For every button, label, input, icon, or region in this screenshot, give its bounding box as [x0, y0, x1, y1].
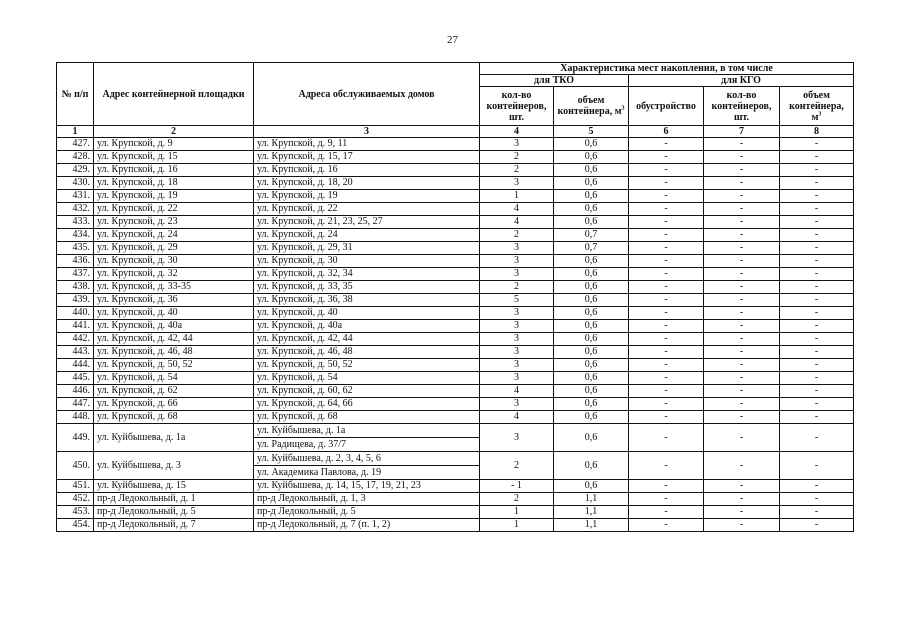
table-row	[57, 398, 854, 411]
served-houses	[254, 452, 480, 480]
table-row	[57, 372, 854, 385]
kgo-count: -	[704, 164, 780, 177]
kgo-count: -	[704, 307, 780, 320]
table-row	[57, 242, 854, 255]
kgo-volume: -	[780, 519, 854, 532]
served-houses: ул. Крупской, д. 32, 34	[254, 268, 480, 281]
site-address: ул. Крупской, д. 18	[94, 177, 254, 190]
setup: -	[629, 281, 704, 294]
table-row	[57, 385, 854, 398]
tko-count: 4	[480, 411, 554, 424]
row-number: 441.	[57, 320, 94, 333]
table-row	[57, 281, 854, 294]
tko-count: 2	[480, 164, 554, 177]
row-number: 450.	[57, 452, 94, 480]
kgo-count: -	[704, 333, 780, 346]
site-address: пр-д Ледокольный, д. 5	[94, 506, 254, 519]
row-number: 429.	[57, 164, 94, 177]
setup: -	[629, 346, 704, 359]
served-houses: ул. Крупской, д. 40	[254, 307, 480, 320]
row-number: 439.	[57, 294, 94, 307]
tko-volume: 0,6	[554, 411, 629, 424]
row-number: 438.	[57, 281, 94, 294]
row-number: 433.	[57, 216, 94, 229]
row-number: 448.	[57, 411, 94, 424]
tko-count: 3	[480, 333, 554, 346]
table-row	[57, 320, 854, 333]
kgo-count: -	[704, 480, 780, 493]
kgo-count: -	[704, 398, 780, 411]
tko-volume: 1,1	[554, 493, 629, 506]
table-row	[57, 190, 854, 203]
served-houses: ул. Крупской, д. 33, 35	[254, 281, 480, 294]
table-row	[57, 164, 854, 177]
site-address: ул. Крупской, д. 23	[94, 216, 254, 229]
row-number: 452.	[57, 493, 94, 506]
setup: -	[629, 398, 704, 411]
setup: -	[629, 151, 704, 164]
kgo-volume: -	[780, 242, 854, 255]
table-row	[57, 138, 854, 151]
table-row	[57, 493, 854, 506]
kgo-count: -	[704, 424, 780, 452]
table-row	[57, 307, 854, 320]
kgo-count: -	[704, 452, 780, 480]
row-number: 430.	[57, 177, 94, 190]
kgo-count: -	[704, 229, 780, 242]
header-kgo-volume: объем контейнера, $м^3$	[780, 87, 854, 126]
setup: -	[629, 307, 704, 320]
site-address: ул. Куйбышева, д. 15	[94, 480, 254, 493]
served-houses: ул. Крупской, д. 22	[254, 203, 480, 216]
table-row	[57, 268, 854, 281]
tko-count: - 1	[480, 480, 554, 493]
header-tko: для ТКО	[480, 75, 629, 87]
setup: -	[629, 216, 704, 229]
served-houses: ул. Крупской, д. 36, 38	[254, 294, 480, 307]
setup: -	[629, 164, 704, 177]
table-row	[57, 151, 854, 164]
kgo-volume: -	[780, 268, 854, 281]
setup: -	[629, 177, 704, 190]
setup: -	[629, 242, 704, 255]
served-house-line: ул. Академика Павлова, д. 19	[254, 465, 479, 479]
tko-volume: 1,1	[554, 506, 629, 519]
row-number: 444.	[57, 359, 94, 372]
header-volume: объем контейнера, $м^3$	[554, 87, 629, 126]
served-house-line: ул. Куйбышева, д. 1а	[257, 425, 346, 436]
kgo-volume: -	[780, 493, 854, 506]
served-houses: ул. Крупской, д. 19	[254, 190, 480, 203]
served-houses: ул. Крупской, д. 24	[254, 229, 480, 242]
tko-volume: 0,6	[554, 372, 629, 385]
kgo-count: -	[704, 268, 780, 281]
setup: -	[629, 424, 704, 452]
kgo-count: -	[704, 203, 780, 216]
row-number: 435.	[57, 242, 94, 255]
tko-volume: 0,6	[554, 138, 629, 151]
kgo-volume: -	[780, 359, 854, 372]
served-houses: ул. Крупской, д. 21, 23, 25, 27	[254, 216, 480, 229]
row-number: 454.	[57, 519, 94, 532]
row-number: 451.	[57, 480, 94, 493]
tko-count: 1	[480, 506, 554, 519]
kgo-count: -	[704, 385, 780, 398]
tko-count: 3	[480, 320, 554, 333]
tko-count: 5	[480, 294, 554, 307]
kgo-count: -	[704, 242, 780, 255]
column-index-cell: 5	[554, 126, 629, 138]
kgo-count: -	[704, 281, 780, 294]
tko-volume: 0,6	[554, 452, 629, 480]
kgo-volume: -	[780, 320, 854, 333]
tko-count: 4	[480, 385, 554, 398]
served-houses	[254, 424, 480, 452]
tko-count: 3	[480, 255, 554, 268]
kgo-volume: -	[780, 372, 854, 385]
site-address: ул. Крупской, д. 42, 44	[94, 333, 254, 346]
kgo-volume: -	[780, 294, 854, 307]
tko-count: 3	[480, 177, 554, 190]
table-row	[57, 359, 854, 372]
kgo-volume: -	[780, 346, 854, 359]
tko-count: 3	[480, 307, 554, 320]
tko-volume: 0,6	[554, 151, 629, 164]
kgo-volume: -	[780, 424, 854, 452]
site-address: ул. Крупской, д. 54	[94, 372, 254, 385]
site-address: ул. Крупской, д. 9	[94, 138, 254, 151]
setup: -	[629, 359, 704, 372]
tko-count: 3	[480, 138, 554, 151]
kgo-count: -	[704, 216, 780, 229]
tko-volume: 0,6	[554, 480, 629, 493]
kgo-count: -	[704, 177, 780, 190]
setup: -	[629, 294, 704, 307]
site-address: ул. Куйбышева, д. 1а	[94, 424, 254, 452]
table-row	[57, 519, 854, 532]
row-number: 431.	[57, 190, 94, 203]
table-row	[57, 203, 854, 216]
setup: -	[629, 385, 704, 398]
header-houses: Адреса обслуживаемых домов	[254, 63, 480, 126]
column-index-cell: 3	[254, 126, 480, 138]
kgo-volume: -	[780, 480, 854, 493]
setup: -	[629, 190, 704, 203]
kgo-volume: -	[780, 216, 854, 229]
column-index-cell: 6	[629, 126, 704, 138]
site-address: пр-д Ледокольный, д. 1	[94, 493, 254, 506]
tko-volume: 0,6	[554, 398, 629, 411]
site-address: ул. Крупской, д. 40	[94, 307, 254, 320]
served-house-line: ул. Куйбышева, д. 2, 3, 4, 5, 6	[257, 453, 381, 464]
tko-volume: 0,6	[554, 307, 629, 320]
column-index-cell: 7	[704, 126, 780, 138]
site-address: ул. Крупской, д. 46, 48	[94, 346, 254, 359]
site-address: ул. Крупской, д. 62	[94, 385, 254, 398]
site-address: ул. Крупской, д. 32	[94, 268, 254, 281]
served-houses: ул. Крупской, д. 29, 31	[254, 242, 480, 255]
column-index-cell: 4	[480, 126, 554, 138]
kgo-volume: -	[780, 177, 854, 190]
tko-volume: 0,6	[554, 203, 629, 216]
served-houses: ул. Крупской, д. 46, 48	[254, 346, 480, 359]
setup: -	[629, 372, 704, 385]
row-number: 432.	[57, 203, 94, 216]
kgo-volume: -	[780, 307, 854, 320]
kgo-volume: -	[780, 138, 854, 151]
kgo-count: -	[704, 151, 780, 164]
site-address: ул. Крупской, д. 66	[94, 398, 254, 411]
tko-count: 3	[480, 268, 554, 281]
table-row	[57, 424, 854, 452]
served-houses: ул. Крупской, д. 15, 17	[254, 151, 480, 164]
kgo-volume: -	[780, 333, 854, 346]
site-address: ул. Крупской, д. 40а	[94, 320, 254, 333]
tko-volume: 0,7	[554, 242, 629, 255]
kgo-volume: -	[780, 411, 854, 424]
row-number: 453.	[57, 506, 94, 519]
setup: -	[629, 452, 704, 480]
kgo-count: -	[704, 493, 780, 506]
setup: -	[629, 268, 704, 281]
tko-count: 3	[480, 372, 554, 385]
header-num: № п/п	[57, 63, 94, 126]
served-houses: пр-д Ледокольный, д. 7 (п. 1, 2)	[254, 519, 480, 532]
header-kgo: для КГО	[629, 75, 854, 87]
page-number: 27	[447, 34, 458, 46]
row-number: 445.	[57, 372, 94, 385]
kgo-volume: -	[780, 281, 854, 294]
header-site: Адрес контейнерной площадки	[94, 63, 254, 126]
site-address: ул. Крупской, д. 24	[94, 229, 254, 242]
served-houses: ул. Крупской, д. 50, 52	[254, 359, 480, 372]
tko-volume: 0,6	[554, 385, 629, 398]
served-houses: ул. Крупской, д. 64, 66	[254, 398, 480, 411]
kgo-volume: -	[780, 255, 854, 268]
served-houses: ул. Крупской, д. 16	[254, 164, 480, 177]
kgo-count: -	[704, 411, 780, 424]
served-houses: ул. Куйбышева, д. 14, 15, 17, 19, 21, 23	[254, 480, 480, 493]
row-number: 443.	[57, 346, 94, 359]
kgo-count: -	[704, 506, 780, 519]
tko-count: 4	[480, 216, 554, 229]
tko-count: 2	[480, 229, 554, 242]
served-houses: ул. Крупской, д. 40а	[254, 320, 480, 333]
tko-volume: 0,6	[554, 281, 629, 294]
row-number: 436.	[57, 255, 94, 268]
served-houses: ул. Крупской, д. 30	[254, 255, 480, 268]
row-number: 437.	[57, 268, 94, 281]
row-number: 440.	[57, 307, 94, 320]
kgo-count: -	[704, 519, 780, 532]
table-row	[57, 255, 854, 268]
tko-count: 1	[480, 190, 554, 203]
kgo-volume: -	[780, 506, 854, 519]
container-sites-table	[56, 62, 854, 532]
tko-volume: 0,6	[554, 164, 629, 177]
table-row	[57, 480, 854, 493]
setup: -	[629, 506, 704, 519]
tko-count: 4	[480, 203, 554, 216]
tko-count: 3	[480, 346, 554, 359]
row-number: 442.	[57, 333, 94, 346]
tko-count: 3	[480, 398, 554, 411]
tko-volume: 0,6	[554, 177, 629, 190]
row-number: 428.	[57, 151, 94, 164]
table-row	[57, 346, 854, 359]
column-index-cell: 1	[57, 126, 94, 138]
kgo-volume: -	[780, 164, 854, 177]
site-address: ул. Крупской, д. 16	[94, 164, 254, 177]
table-row	[57, 216, 854, 229]
setup: -	[629, 203, 704, 216]
site-address: ул. Крупской, д. 36	[94, 294, 254, 307]
kgo-count: -	[704, 346, 780, 359]
tko-volume: 0,6	[554, 320, 629, 333]
served-houses: ул. Крупской, д. 18, 20	[254, 177, 480, 190]
site-address: ул. Крупской, д. 15	[94, 151, 254, 164]
tko-count: 2	[480, 151, 554, 164]
kgo-volume: -	[780, 452, 854, 480]
kgo-count: -	[704, 372, 780, 385]
header-count: кол-во контейнеров, шт.	[480, 87, 554, 126]
tko-volume: 0,6	[554, 346, 629, 359]
setup: -	[629, 255, 704, 268]
header-group-title: Характеристика мест накопления, в том числе	[480, 63, 854, 75]
served-houses: пр-д Ледокольный, д. 1, 3	[254, 493, 480, 506]
tko-volume: 0,6	[554, 255, 629, 268]
row-number: 434.	[57, 229, 94, 242]
setup: -	[629, 493, 704, 506]
served-houses: ул. Крупской, д. 42, 44	[254, 333, 480, 346]
setup: -	[629, 519, 704, 532]
kgo-count: -	[704, 255, 780, 268]
column-index-cell: 8	[780, 126, 854, 138]
served-houses: ул. Крупской, д. 68	[254, 411, 480, 424]
kgo-count: -	[704, 138, 780, 151]
tko-count: 1	[480, 519, 554, 532]
site-address: ул. Крупской, д. 19	[94, 190, 254, 203]
site-address: ул. Крупской, д. 68	[94, 411, 254, 424]
tko-volume: 0,6	[554, 359, 629, 372]
tko-volume: 0,6	[554, 216, 629, 229]
table-row	[57, 229, 854, 242]
tko-volume: 0,6	[554, 190, 629, 203]
site-address: ул. Крупской, д. 22	[94, 203, 254, 216]
setup: -	[629, 138, 704, 151]
kgo-volume: -	[780, 190, 854, 203]
setup: -	[629, 229, 704, 242]
row-number: 449.	[57, 424, 94, 452]
tko-count: 3	[480, 359, 554, 372]
row-number: 446.	[57, 385, 94, 398]
kgo-volume: -	[780, 203, 854, 216]
tko-count: 3	[480, 424, 554, 452]
header-kgo-count: кол-во контейнеров, шт.	[704, 87, 780, 126]
kgo-volume: -	[780, 398, 854, 411]
tko-count: 3	[480, 242, 554, 255]
table-row	[57, 333, 854, 346]
kgo-count: -	[704, 359, 780, 372]
tko-volume: 0,6	[554, 294, 629, 307]
setup: -	[629, 480, 704, 493]
served-houses: ул. Крупской, д. 9, 11	[254, 138, 480, 151]
tko-volume: 0,6	[554, 268, 629, 281]
header-setup: обустройство	[629, 87, 704, 126]
setup: -	[629, 333, 704, 346]
kgo-volume: -	[780, 385, 854, 398]
tko-count: 2	[480, 493, 554, 506]
row-number: 447.	[57, 398, 94, 411]
table-row	[57, 506, 854, 519]
kgo-count: -	[704, 294, 780, 307]
tko-volume: 0,7	[554, 229, 629, 242]
site-address: ул. Крупской, д. 30	[94, 255, 254, 268]
kgo-count: -	[704, 190, 780, 203]
setup: -	[629, 411, 704, 424]
served-houses: ул. Крупской, д. 54	[254, 372, 480, 385]
table-row	[57, 452, 854, 480]
served-houses: пр-д Ледокольный, д. 5	[254, 506, 480, 519]
kgo-volume: -	[780, 151, 854, 164]
column-index-row	[57, 126, 854, 138]
table-row	[57, 411, 854, 424]
tko-volume: 1,1	[554, 519, 629, 532]
setup: -	[629, 320, 704, 333]
tko-volume: 0,6	[554, 333, 629, 346]
table-body	[57, 138, 854, 532]
tko-volume: 0,6	[554, 424, 629, 452]
row-number: 427.	[57, 138, 94, 151]
site-address: ул. Крупской, д. 29	[94, 242, 254, 255]
site-address: пр-д Ледокольный, д. 7	[94, 519, 254, 532]
served-houses: ул. Крупской, д. 60, 62	[254, 385, 480, 398]
column-index-cell: 2	[94, 126, 254, 138]
tko-count: 2	[480, 452, 554, 480]
tko-count: 2	[480, 281, 554, 294]
table-row	[57, 294, 854, 307]
served-house-line: ул. Радищева, д. 37/7	[254, 437, 479, 451]
site-address: ул. Крупской, д. 33-35	[94, 281, 254, 294]
site-address: ул. Крупской, д. 50, 52	[94, 359, 254, 372]
site-address: ул. Куйбышева, д. 3	[94, 452, 254, 480]
kgo-volume: -	[780, 229, 854, 242]
kgo-count: -	[704, 320, 780, 333]
table-row	[57, 177, 854, 190]
